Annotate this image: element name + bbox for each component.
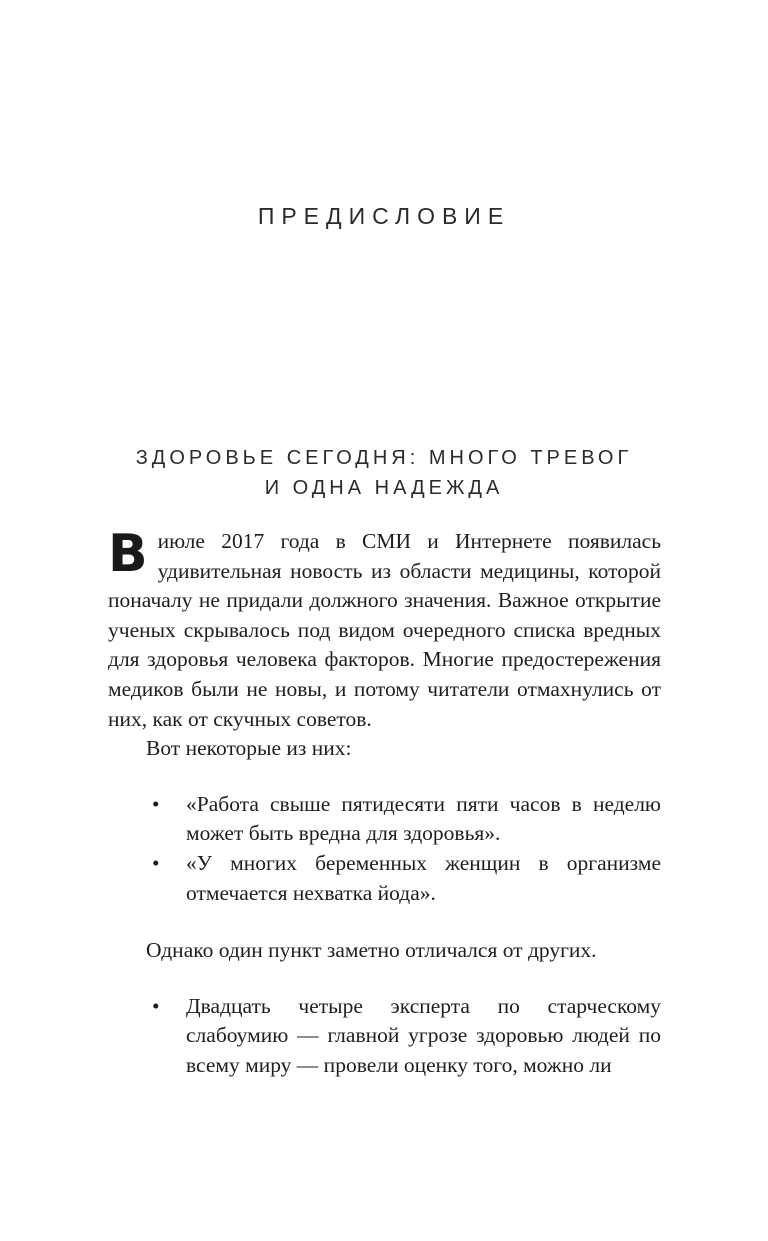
- list-item-text: «Работа свыше пятидесяти пяти часов в неделю может быть вредна для здоровья».: [186, 791, 661, 846]
- body-text: [108, 524, 661, 1081]
- list-item-text: Двадцать четыре эксперта по старческому слабоумию — главной угрозе здоровью людей по всему миру — провели оценку того, можно ли: [186, 993, 661, 1077]
- list-item: [108, 992, 661, 1081]
- list-item: [108, 849, 661, 908]
- chapter-title: ПРЕДИСЛОВИЕ: [257, 203, 511, 229]
- bullet-icon: •: [152, 791, 160, 816]
- paragraph-transition: Однако один пункт заметно отличался от других.: [146, 938, 597, 963]
- section-heading: [0, 443, 768, 503]
- bullet-icon: •: [152, 850, 160, 875]
- bullet-icon: •: [152, 993, 160, 1018]
- paragraph-intro: [108, 524, 661, 734]
- bullet-list-warnings: [108, 790, 661, 908]
- paragraph-list-lead: Вот некоторые из них:: [146, 736, 352, 761]
- drop-cap: В: [108, 524, 148, 584]
- paragraph-intro-text: июле 2017 года в СМИ и Интернете появилась удивительная новость из области медицины, которой поначалу не придали должного значения. Важное открытие ученых скрывалось под видом очередного списка вредных для здоровья человека факторов. Многие предостережения медиков были не новы, и потому читатели отмахнулись от них, как от скучных советов.: [108, 529, 661, 731]
- section-heading-line2: И ОДНА НАДЕЖДА: [264, 477, 504, 499]
- bullet-list-experts: [108, 992, 661, 1081]
- section-heading-line1: ЗДОРОВЬЕ СЕГОДНЯ: МНОГО ТРЕВОГ: [135, 447, 633, 469]
- list-item-text: «У многих беременных женщин в организме отмечается нехватка йода».: [186, 850, 661, 905]
- list-item: [108, 790, 661, 849]
